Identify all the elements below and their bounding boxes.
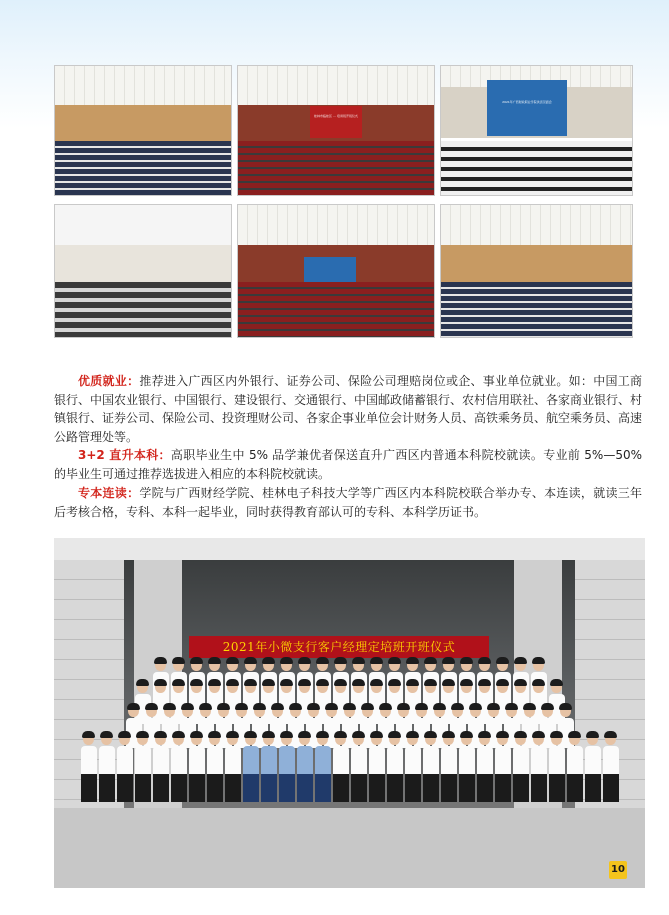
employment-label: 优质就业： [78, 374, 140, 388]
group-photo [54, 538, 645, 888]
upgrade-text: 高职毕业生中 5% 品学兼优者保送直升广西区内普通本科院校就读。专业前 5%—50% 的毕业生可通过推荐选拔进入相应的本科院校就读。 [54, 448, 642, 481]
meeting-room-photo [54, 204, 232, 338]
employment-paragraph [54, 372, 642, 446]
lecture-hall-photo-2 [440, 204, 633, 338]
upgrade-label: 3+2 直升本科： [78, 448, 171, 462]
lecture-hall-photo-1 [54, 65, 232, 196]
conference-hall-photo-blue-screen [237, 204, 435, 338]
page-number: 10 [609, 861, 627, 879]
joint-text: 学院与广西财经学院、桂林电子科技大学等广西区内本科院校联合举办专、本连读，就读三年后考核合格，专科、本科一起毕业，同时获得教育部认可的专科、本科学历证书。 [54, 486, 642, 519]
ceremony-banner: 2021年小微支行客户经理定培班开班仪式 [189, 636, 489, 658]
seminar-photo-projector [440, 65, 633, 196]
joint-paragraph [54, 484, 642, 521]
employment-text: 推荐进入广西区内外银行、证券公司、保险公司理赔岗位或企、事业单位就业。如：中国工商银行、中国农业银行、中国银行、建设银行、交通银行、中国邮政储蓄银行、农村信用联社、各家商业银行、村镇银行、证券公司、保险公司、投资理财公司、各家企事业单位会计财务人员、高铁乘务员、航空乘务员、高速公路管理处等。 [54, 374, 643, 444]
conference-hall-photo-red-screen [237, 65, 435, 196]
red-screen-text: 桂林市临桂区 … 培训班开班仪式 [314, 114, 358, 118]
joint-label: 专本连读： [78, 486, 140, 500]
projector-text: 2021年广西财政职业学院供需见面会 [502, 100, 552, 104]
upgrade-paragraph [54, 446, 642, 483]
